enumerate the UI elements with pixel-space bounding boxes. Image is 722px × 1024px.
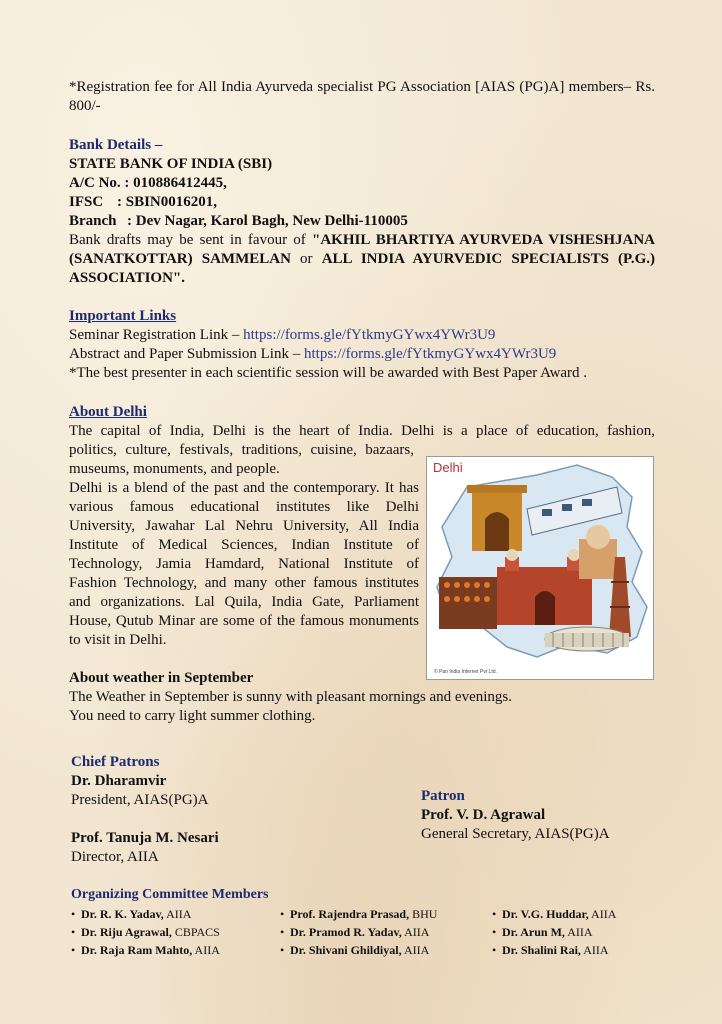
bank-details-heading: Bank Details – — [69, 137, 163, 153]
committee-member: • Dr. Arun M, AIIA — [492, 925, 593, 939]
about-delhi-paragraph: Delhi is a blend of the past and the contemporary. It has various famous educational institutes like Delhi University, Jawahar Lal Nehru University, All India Institute of Medical Sciences, Indian Institute of Technology, Jamia Hamdard, National Institute of Fashion Technology, and many other famous institutes and organizations. Lal Quila, India Gate, Parliament House, Qutub Minar are some of the famous monuments to visit in Delhi. — [69, 480, 419, 648]
chief-patron-1-name: Dr. Dharamvir — [71, 773, 167, 789]
committee-member: • Prof. Rajendra Prasad, BHU — [280, 907, 438, 921]
abstract-submission-label: Abstract and Paper Submission Link – — [69, 346, 304, 362]
chief-patron-1-role: President, AIAS(PG)A — [71, 792, 209, 808]
best-paper-award-note: *The best presenter in each scientific session will be awarded with Best Paper Award . — [69, 365, 588, 381]
ifsc-row — [69, 193, 655, 212]
registration-fee-note: *Registration fee for All India Ayurveda specialist PG Association [AIAS (PG)A] members– Rs. 800/- — [69, 79, 655, 114]
branch-row — [69, 212, 655, 231]
committee-column-1 — [71, 905, 220, 959]
account-number-label: A/C No. : — [69, 175, 130, 191]
about-delhi-line-2: politics, culture, festivals, traditions, cuisine, bazaars, museums, monuments, and people. — [69, 442, 414, 477]
committee-column-3 — [492, 905, 616, 959]
patron-heading: Patron — [421, 788, 465, 804]
important-links-heading: Important Links — [69, 308, 177, 324]
committee-member: • Dr. Shalini Rai, AIIA — [492, 943, 609, 957]
committee-member: • Dr. R. K. Yadav, AIIA — [71, 907, 192, 921]
patron-name: Prof. V. D. Agrawal — [421, 807, 546, 823]
committee-member: • Dr. V.G. Huddar, AIIA — [492, 907, 617, 921]
seminar-registration-link[interactable]: https://forms.gle/fYtkmyGYwx4YWr3U9 — [243, 327, 496, 343]
drafts-prefix: Bank drafts may be sent in favour of — [69, 232, 313, 248]
branch-label: Branch — [69, 213, 117, 229]
bank-drafts-note — [69, 231, 655, 288]
chief-patron-2-name: Prof. Tanuja M. Nesari — [71, 830, 219, 846]
drafts-payee-2: ALL INDIA AYURVEDIC SPECIALISTS (P.G.) ASSOCIATION". — [69, 251, 655, 286]
important-links-section — [69, 307, 655, 383]
weather-text: The Weather in September is sunny with pleasant mornings and evenings. You need to carry light summer clothing. — [69, 689, 513, 724]
delhi-map-image — [426, 456, 654, 680]
committee-member: • Dr. Pramod R. Yadav, AIIA — [280, 925, 430, 939]
patron-section — [421, 787, 661, 844]
organizing-committee-heading: Organizing Committee Members — [71, 887, 269, 902]
committee-member: • Dr. Raja Ram Mahto, AIIA — [71, 943, 220, 957]
ifsc-value: : SBIN0016201, — [117, 194, 218, 210]
weather-heading: About weather in September — [69, 670, 254, 686]
abstract-submission-link[interactable]: https://forms.gle/fYtkmyGYwx4YWr3U9 — [303, 346, 557, 362]
chief-patrons-section — [71, 753, 371, 867]
delhi-image-label: Delhi — [433, 460, 463, 475]
abstract-submission-row — [69, 345, 655, 364]
chief-patrons-heading: Chief Patrons — [71, 754, 160, 770]
drafts-payee-1: "AKHIL BHARTIYA AYURVEDA VISHESHJANA (SANATKOTTAR) SAMMELAN — [69, 232, 655, 267]
drafts-or: or — [290, 251, 322, 267]
patron-role: General Secretary, AIAS(PG)A — [421, 826, 610, 842]
chief-patron-2-role: Director, AIIA — [71, 849, 159, 865]
account-number-row — [69, 174, 655, 193]
delhi-collage-illustration — [427, 457, 653, 679]
account-number-value: 010886412445, — [133, 175, 227, 191]
committee-member: • Dr. Riju Agrawal, CBPACS — [71, 925, 220, 939]
branch-value: : Dev Nagar, Karol Bagh, New Delhi-110005 — [127, 213, 408, 229]
bank-name: STATE BANK OF INDIA (SBI) — [69, 156, 273, 172]
ifsc-label: IFSC — [69, 194, 104, 210]
seminar-registration-label: Seminar Registration Link – — [69, 327, 244, 343]
bank-details-section — [69, 136, 655, 288]
committee-member: • Dr. Shivani Ghildiyal, AIIA — [280, 943, 430, 957]
image-credit: © Pan India Internet Pvt Ltd. — [434, 669, 497, 675]
seminar-registration-row — [69, 326, 655, 345]
weather-section — [69, 669, 529, 726]
about-delhi-heading: About Delhi — [69, 404, 147, 420]
about-delhi-section — [69, 403, 655, 441]
committee-column-2 — [280, 905, 437, 959]
about-delhi-line-1: The capital of India, Delhi is the heart of India. Delhi is a place of education, fashion, — [69, 423, 655, 439]
